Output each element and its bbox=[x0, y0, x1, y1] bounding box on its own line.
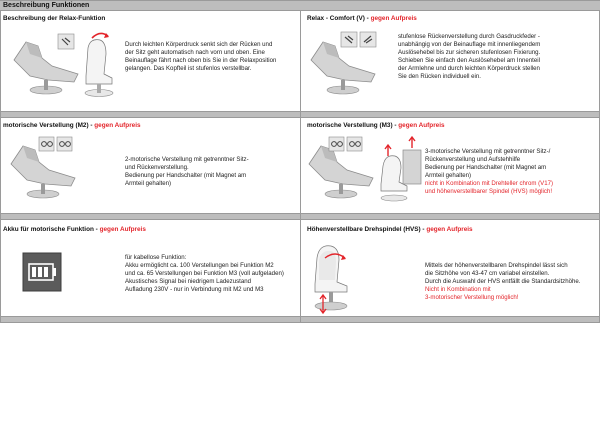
akku-description: für kabellose Funktion: Akku ermöglicht ca. 100 Verstellungen bei Funktion M2 und ca. 65 Verstellungen bei Funktion M3 (voll aufgeladen) Akustisches Signal bei niedrigem Ladezustand Aufladung 230V - nur in Verbindung mit M2 und M3 bbox=[125, 254, 284, 294]
comfort-description: stufenlose Rückenverstellung durch Gasdruckfeder - unabhängig von der Beinauflage mit innenliegendem Auslösehebel bis zur sicheren stufenlosen Fixierung. Schieben Sie einfach den Auslösehebel am Innenteil der Armlehne und durch leichten Körperdruck stellen Sie den Rücken individuell ein. bbox=[398, 33, 541, 81]
motor-m2-chair-icon bbox=[5, 136, 100, 202]
m2-description: 2-motorische Verstellung mit getrenntner Sitz- und Rückenverstellung. Bedienung per Handschalter (mit Magnet am Armteil gehalten) bbox=[125, 156, 249, 188]
akku-surcharge: gegen Aufpreis bbox=[99, 226, 146, 233]
hvs-heading: Höhenverstellbare Drehspindel (HVS) - gegen Aufpreis bbox=[307, 226, 473, 233]
section-title-bar bbox=[0, 0, 600, 11]
m3-description: 3-motorische Verstellung mit getrenntner Sitz-/ Rückenverstellung und Aufstehhilfe Bedienung per Handschalter (mit Magnet am Armteil gehalten) nicht in Kombination mit Drehteller chrom (V17) und höhenverstellbarer Spindel (HVS) möglich! bbox=[425, 148, 554, 196]
m3-note: und höhenverstellbarer Spindel (HVS) möglich! bbox=[425, 188, 553, 196]
relax-chair-icon bbox=[8, 30, 123, 100]
page-title: Beschreibung Funktionen bbox=[3, 2, 90, 9]
hvs-note: 3-motorischer Verstellung möglich! bbox=[425, 294, 519, 302]
comfort-heading: Relax - Comfort (V) - gegen Aufpreis bbox=[307, 15, 417, 22]
m2-surcharge: gegen Aufpreis bbox=[94, 122, 141, 129]
comfort-chair-icon bbox=[305, 30, 400, 100]
left-border bbox=[0, 11, 1, 323]
relax-description: Durch leichten Körperdruck senkt sich der Rücken und der Sitz geht automatisch nach vorn und oben. Eine Beinauflage fährt nach oben bis Sie in der Relaxposition gelangen. Das Kopfteil ist stufenlos verstellbar. bbox=[125, 41, 277, 73]
m3-surcharge: gegen Aufpreis bbox=[398, 122, 445, 129]
m3-heading: motorische Verstellung (M3) - gegen Aufpreis bbox=[307, 122, 445, 129]
swivel-chair-icon bbox=[305, 238, 365, 314]
hvs-description: Mittels der höhenverstellbaren Drehspindel lässt sich die Sitzhöhe von 43-47 cm variabel einstellen. Durch die Auswahl der HVS entfällt die Standardsitzhöhe. Nicht in Kombination mit 3-motorischer Verstellung möglich! bbox=[425, 262, 581, 302]
relax-heading: Beschreibung der Relax-Funktion bbox=[3, 15, 106, 22]
hvs-surcharge: gegen Aufpreis bbox=[426, 226, 473, 233]
akku-heading: Akku für motorische Funktion - gegen Aufpreis bbox=[3, 226, 146, 233]
column-divider bbox=[300, 11, 301, 323]
battery-icon bbox=[23, 253, 61, 291]
motor-m3-chair-icon bbox=[303, 136, 428, 202]
hvs-note: Nicht in Kombination mit bbox=[425, 286, 491, 294]
comfort-surcharge: gegen Aufpreis bbox=[370, 15, 417, 22]
m2-heading: motorische Verstellung (M2) - gegen Aufpreis bbox=[3, 122, 141, 129]
m3-note: nicht in Kombination mit Drehteller chrom (V17) bbox=[425, 180, 554, 188]
